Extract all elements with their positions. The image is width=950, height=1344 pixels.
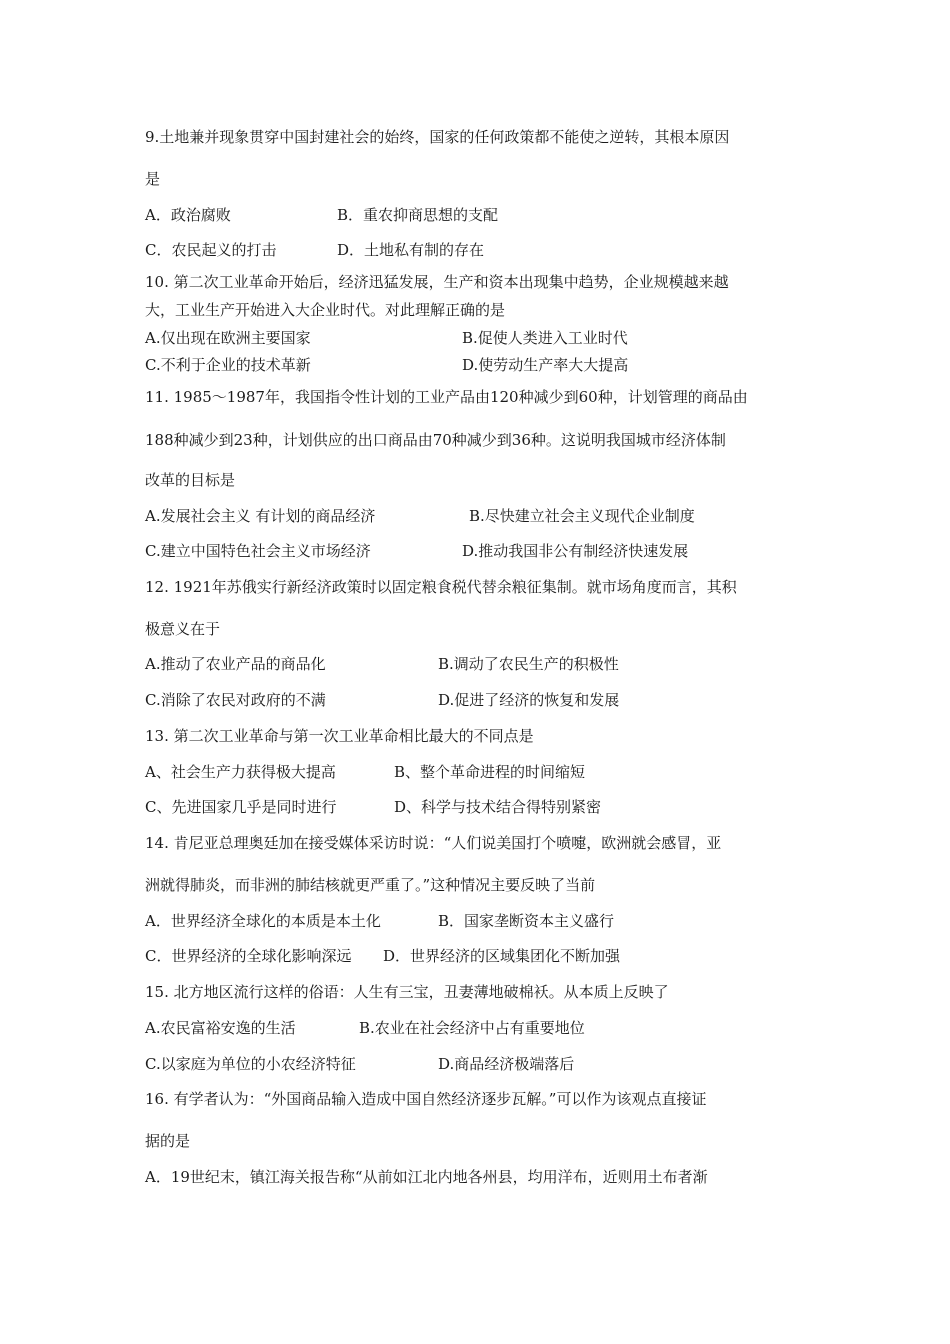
- q15-option-b: B.农业在社会经济中占有重要地位: [359, 1019, 585, 1037]
- q14-option-d: D．世界经济的区域集团化不断加强: [383, 947, 621, 965]
- q13-option-d: D、科学与技术结合得特别紧密: [394, 798, 602, 816]
- q14-stem-line1: 14. 肯尼亚总理奥廷加在接受媒体采访时说：“人们说美国打个喷嚏，欧洲就会感冒，亚: [145, 834, 722, 852]
- q14-option-c: C．世界经济的全球化影响深远: [145, 947, 352, 965]
- q10-option-a: A.仅出现在欧洲主要国家: [145, 329, 311, 347]
- q9-option-c: C．农民起义的打击: [145, 241, 277, 259]
- q16-stem-line2: 据的是: [145, 1132, 191, 1150]
- q14-option-b: B．国家垄断资本主义盛行: [438, 912, 615, 930]
- q12-option-c: C.消除了农民对政府的不满: [145, 691, 326, 709]
- q12-option-b: B.调动了农民生产的积极性: [438, 655, 619, 673]
- q16-stem-line1: 16. 有学者认为：“外国商品输入造成中国自然经济逐步瓦解。”可以作为该观点直接证: [145, 1090, 707, 1108]
- q10-option-d: D.使劳动生产率大大提高: [462, 356, 629, 374]
- q11-stem-line2: 188种减少到23种，计划供应的出口商品由70种减少到36种。这说明我国城市经济体制: [145, 431, 726, 449]
- q11-option-a: A.发展社会主义 有计划的商品经济: [145, 507, 376, 525]
- q9-stem-line1: 9.土地兼并现象贯穿中国封建社会的始终，国家的任何政策都不能使之逆转，其根本原因: [145, 128, 730, 146]
- q9-option-b: B．重农抑商思想的支配: [337, 206, 499, 224]
- q14-stem-line2: 洲就得肺炎，而非洲的肺结核就更严重了。”这种情况主要反映了当前: [145, 876, 596, 894]
- q10-option-b: B.促使人类进入工业时代: [462, 329, 628, 347]
- q10-option-c: C.不利于企业的技术革新: [145, 356, 311, 374]
- q11-stem-line1: 11. 1985～1987年，我国指令性计划的工业产品由120种减少到60种，计划管理的商品由: [145, 388, 748, 406]
- q15-option-c: C.以家庭为单位的小农经济特征: [145, 1055, 356, 1073]
- q9-option-d: D．土地私有制的存在: [337, 241, 485, 259]
- q11-stem-line3: 改革的目标是: [145, 471, 236, 489]
- q15-stem-line1: 15. 北方地区流行这样的俗语：人生有三宝，丑妻薄地破棉袄。从本质上反映了: [145, 983, 669, 1001]
- q13-stem-line1: 13. 第二次工业革命与第一次工业革命相比最大的不同点是: [145, 727, 534, 745]
- q15-option-a: A.农民富裕安逸的生活: [145, 1019, 296, 1037]
- q12-option-d: D.促进了经济的恢复和发展: [438, 691, 620, 709]
- q10-stem-line2: 大，工业生产开始进入大企业时代。对此理解正确的是: [145, 301, 506, 319]
- q11-option-c: C.建立中国特色社会主义市场经济: [145, 542, 371, 560]
- q9-stem-line2: 是: [145, 170, 161, 188]
- q12-option-a: A.推动了农业产品的商品化: [145, 655, 326, 673]
- q13-option-c: C、先进国家几乎是同时进行: [145, 798, 337, 816]
- q13-option-a: A、社会生产力获得极大提高: [145, 763, 336, 781]
- q9-option-a: A．政治腐败: [145, 206, 231, 224]
- q11-option-d: D.推动我国非公有制经济快速发展: [462, 542, 689, 560]
- q12-stem-line1: 12. 1921年苏俄实行新经济政策时以固定粮食税代替余粮征集制。就市场角度而言，其积: [145, 578, 737, 596]
- q16-option-a: A．19世纪末，镇江海关报告称“从前如江北内地各州县，均用洋布，近则用土布者渐: [145, 1168, 708, 1186]
- q14-option-a: A．世界经济全球化的本质是本土化: [145, 912, 381, 930]
- q12-stem-line2: 极意义在于: [145, 620, 221, 638]
- q15-option-d: D.商品经济极端落后: [438, 1055, 575, 1073]
- q11-option-b: B.尽快建立社会主义现代企业制度: [469, 507, 695, 525]
- q13-option-b: B、整个革命进程的时间缩短: [394, 763, 586, 781]
- q10-stem-line1: 10. 第二次工业革命开始后，经济迅猛发展，生产和资本出现集中趋势，企业规模越来越: [145, 273, 729, 291]
